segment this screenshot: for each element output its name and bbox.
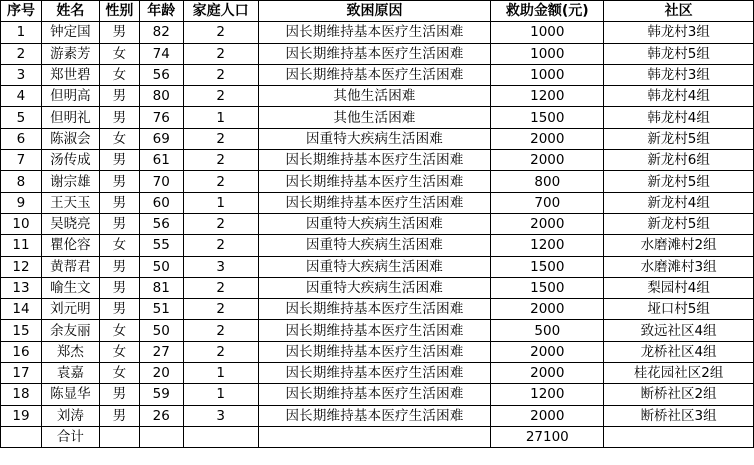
cell-age: 82 bbox=[139, 22, 183, 43]
cell-age: 56 bbox=[139, 213, 183, 234]
total-row bbox=[1, 426, 754, 447]
cell-no: 14 bbox=[1, 299, 42, 320]
cell-name: 黄帮君 bbox=[41, 256, 99, 277]
cell-name: 郑杰 bbox=[41, 341, 99, 362]
cell-name: 喻生文 bbox=[41, 277, 99, 298]
cell-no: 19 bbox=[1, 405, 42, 426]
cell-age: 70 bbox=[139, 171, 183, 192]
cell-gender: 男 bbox=[99, 22, 139, 43]
table-row bbox=[1, 256, 754, 277]
cell-reason: 因长期维持基本医疗生活困难 bbox=[258, 43, 491, 64]
total-label: 合计 bbox=[41, 426, 99, 447]
total-gender-cell bbox=[99, 426, 139, 447]
cell-no: 6 bbox=[1, 128, 42, 149]
cell-amount: 2000 bbox=[491, 213, 604, 234]
table-row bbox=[1, 22, 754, 43]
cell-gender: 女 bbox=[99, 43, 139, 64]
cell-no: 16 bbox=[1, 341, 42, 362]
cell-amount: 1500 bbox=[491, 277, 604, 298]
cell-reason: 因长期维持基本医疗生活困难 bbox=[258, 150, 491, 171]
cell-name: 吴晓亮 bbox=[41, 213, 99, 234]
cell-reason: 因重特大疾病生活困难 bbox=[258, 277, 491, 298]
cell-community: 新龙村5组 bbox=[604, 128, 754, 149]
table-row bbox=[1, 43, 754, 64]
header-gender: 性别 bbox=[99, 1, 139, 22]
cell-gender: 男 bbox=[99, 150, 139, 171]
cell-no: 3 bbox=[1, 64, 42, 85]
cell-household: 2 bbox=[183, 128, 258, 149]
cell-reason: 因长期维持基本医疗生活困难 bbox=[258, 22, 491, 43]
cell-name: 刘涛 bbox=[41, 405, 99, 426]
cell-household: 2 bbox=[183, 320, 258, 341]
cell-household: 2 bbox=[183, 341, 258, 362]
cell-name: 汤传成 bbox=[41, 150, 99, 171]
table-row bbox=[1, 384, 754, 405]
cell-age: 74 bbox=[139, 43, 183, 64]
cell-amount: 800 bbox=[491, 171, 604, 192]
cell-reason: 其他生活困难 bbox=[258, 107, 491, 128]
cell-community: 水磨滩村3组 bbox=[604, 256, 754, 277]
cell-name: 陈淑会 bbox=[41, 128, 99, 149]
cell-name: 陈显华 bbox=[41, 384, 99, 405]
cell-reason: 因长期维持基本医疗生活困难 bbox=[258, 341, 491, 362]
cell-name: 钟定国 bbox=[41, 22, 99, 43]
cell-age: 50 bbox=[139, 320, 183, 341]
cell-household: 1 bbox=[183, 107, 258, 128]
cell-community: 断桥社区2组 bbox=[604, 384, 754, 405]
cell-reason: 其他生活困难 bbox=[258, 86, 491, 107]
cell-community: 垭口村5组 bbox=[604, 299, 754, 320]
header-no: 序号 bbox=[1, 1, 42, 22]
cell-no: 5 bbox=[1, 107, 42, 128]
cell-household: 3 bbox=[183, 256, 258, 277]
cell-community: 新龙村5组 bbox=[604, 213, 754, 234]
cell-gender: 男 bbox=[99, 256, 139, 277]
cell-amount: 2000 bbox=[491, 341, 604, 362]
cell-age: 20 bbox=[139, 363, 183, 384]
cell-name: 袁嘉 bbox=[41, 363, 99, 384]
table-body bbox=[1, 22, 754, 427]
cell-age: 76 bbox=[139, 107, 183, 128]
cell-no: 8 bbox=[1, 171, 42, 192]
cell-gender: 男 bbox=[99, 277, 139, 298]
table-row bbox=[1, 107, 754, 128]
cell-household: 2 bbox=[183, 86, 258, 107]
cell-no: 7 bbox=[1, 150, 42, 171]
cell-gender: 男 bbox=[99, 192, 139, 213]
cell-community: 韩龙村5组 bbox=[604, 43, 754, 64]
cell-amount: 1200 bbox=[491, 384, 604, 405]
cell-household: 1 bbox=[183, 363, 258, 384]
cell-community: 韩龙村3组 bbox=[604, 22, 754, 43]
cell-community: 韩龙村3组 bbox=[604, 64, 754, 85]
cell-household: 2 bbox=[183, 64, 258, 85]
header-row bbox=[1, 1, 754, 22]
cell-amount: 1500 bbox=[491, 256, 604, 277]
table-row bbox=[1, 213, 754, 234]
cell-amount: 2000 bbox=[491, 363, 604, 384]
cell-reason: 因长期维持基本医疗生活困难 bbox=[258, 320, 491, 341]
total-amount: 27100 bbox=[491, 426, 604, 447]
table-row bbox=[1, 363, 754, 384]
cell-household: 1 bbox=[183, 192, 258, 213]
cell-amount: 1200 bbox=[491, 235, 604, 256]
cell-gender: 男 bbox=[99, 299, 139, 320]
cell-community: 韩龙村4组 bbox=[604, 86, 754, 107]
cell-name: 王天玉 bbox=[41, 192, 99, 213]
header-name: 姓名 bbox=[41, 1, 99, 22]
cell-amount: 2000 bbox=[491, 405, 604, 426]
cell-age: 60 bbox=[139, 192, 183, 213]
cell-age: 80 bbox=[139, 86, 183, 107]
cell-age: 50 bbox=[139, 256, 183, 277]
cell-amount: 2000 bbox=[491, 150, 604, 171]
table-row bbox=[1, 150, 754, 171]
cell-no: 18 bbox=[1, 384, 42, 405]
header-community: 社区 bbox=[604, 1, 754, 22]
cell-age: 51 bbox=[139, 299, 183, 320]
cell-reason: 因重特大疾病生活困难 bbox=[258, 213, 491, 234]
header-reason: 致困原因 bbox=[258, 1, 491, 22]
table-row bbox=[1, 171, 754, 192]
cell-no: 17 bbox=[1, 363, 42, 384]
total-no-cell bbox=[1, 426, 42, 447]
cell-amount: 1000 bbox=[491, 43, 604, 64]
cell-gender: 女 bbox=[99, 320, 139, 341]
table-row bbox=[1, 341, 754, 362]
cell-household: 2 bbox=[183, 22, 258, 43]
cell-reason: 因长期维持基本医疗生活困难 bbox=[258, 405, 491, 426]
cell-community: 新龙村5组 bbox=[604, 171, 754, 192]
cell-name: 但明高 bbox=[41, 86, 99, 107]
cell-amount: 1500 bbox=[491, 107, 604, 128]
header-household: 家庭人口 bbox=[183, 1, 258, 22]
table-row bbox=[1, 277, 754, 298]
cell-gender: 男 bbox=[99, 86, 139, 107]
cell-amount: 1000 bbox=[491, 64, 604, 85]
cell-household: 2 bbox=[183, 277, 258, 298]
cell-gender: 男 bbox=[99, 213, 139, 234]
cell-reason: 因长期维持基本医疗生活困难 bbox=[258, 363, 491, 384]
cell-age: 61 bbox=[139, 150, 183, 171]
cell-community: 新龙村6组 bbox=[604, 150, 754, 171]
cell-community: 韩龙村4组 bbox=[604, 107, 754, 128]
cell-reason: 因长期维持基本医疗生活困难 bbox=[258, 171, 491, 192]
cell-amount: 1200 bbox=[491, 86, 604, 107]
cell-household: 1 bbox=[183, 384, 258, 405]
cell-reason: 因长期维持基本医疗生活困难 bbox=[258, 384, 491, 405]
cell-gender: 男 bbox=[99, 405, 139, 426]
cell-age: 81 bbox=[139, 277, 183, 298]
cell-community: 梨园村4组 bbox=[604, 277, 754, 298]
cell-community: 桂花园社区2组 bbox=[604, 363, 754, 384]
cell-no: 12 bbox=[1, 256, 42, 277]
cell-household: 2 bbox=[183, 235, 258, 256]
cell-no: 15 bbox=[1, 320, 42, 341]
cell-gender: 女 bbox=[99, 235, 139, 256]
cell-amount: 2000 bbox=[491, 299, 604, 320]
cell-age: 26 bbox=[139, 405, 183, 426]
cell-community: 水磨滩村2组 bbox=[604, 235, 754, 256]
cell-gender: 女 bbox=[99, 64, 139, 85]
cell-community: 龙桥社区4组 bbox=[604, 341, 754, 362]
cell-household: 2 bbox=[183, 171, 258, 192]
table-row bbox=[1, 64, 754, 85]
cell-gender: 男 bbox=[99, 107, 139, 128]
cell-community: 致远社区4组 bbox=[604, 320, 754, 341]
header-age: 年龄 bbox=[139, 1, 183, 22]
cell-reason: 因重特大疾病生活困难 bbox=[258, 235, 491, 256]
table-row bbox=[1, 320, 754, 341]
cell-gender: 女 bbox=[99, 341, 139, 362]
cell-name: 郑世碧 bbox=[41, 64, 99, 85]
cell-reason: 因长期维持基本医疗生活困难 bbox=[258, 192, 491, 213]
cell-age: 55 bbox=[139, 235, 183, 256]
cell-no: 2 bbox=[1, 43, 42, 64]
cell-no: 13 bbox=[1, 277, 42, 298]
cell-amount: 2000 bbox=[491, 128, 604, 149]
cell-community: 断桥社区3组 bbox=[604, 405, 754, 426]
cell-name: 刘元明 bbox=[41, 299, 99, 320]
cell-community: 新龙村4组 bbox=[604, 192, 754, 213]
table-row bbox=[1, 299, 754, 320]
table-row bbox=[1, 405, 754, 426]
cell-no: 4 bbox=[1, 86, 42, 107]
cell-household: 3 bbox=[183, 405, 258, 426]
cell-amount: 700 bbox=[491, 192, 604, 213]
cell-age: 69 bbox=[139, 128, 183, 149]
cell-no: 9 bbox=[1, 192, 42, 213]
cell-no: 11 bbox=[1, 235, 42, 256]
cell-name: 但明礼 bbox=[41, 107, 99, 128]
cell-reason: 因重特大疾病生活困难 bbox=[258, 256, 491, 277]
cell-amount: 1000 bbox=[491, 22, 604, 43]
cell-reason: 因重特大疾病生活困难 bbox=[258, 128, 491, 149]
cell-no: 10 bbox=[1, 213, 42, 234]
total-household-cell bbox=[183, 426, 258, 447]
cell-gender: 女 bbox=[99, 363, 139, 384]
cell-age: 56 bbox=[139, 64, 183, 85]
total-age-cell bbox=[139, 426, 183, 447]
header-amount: 救助金额(元) bbox=[491, 1, 604, 22]
cell-gender: 男 bbox=[99, 384, 139, 405]
cell-household: 2 bbox=[183, 299, 258, 320]
cell-reason: 因长期维持基本医疗生活困难 bbox=[258, 64, 491, 85]
cell-name: 游素芳 bbox=[41, 43, 99, 64]
table-row bbox=[1, 192, 754, 213]
cell-household: 2 bbox=[183, 43, 258, 64]
cell-age: 27 bbox=[139, 341, 183, 362]
table-row bbox=[1, 86, 754, 107]
total-reason-cell bbox=[258, 426, 491, 447]
cell-no: 1 bbox=[1, 22, 42, 43]
table-row bbox=[1, 128, 754, 149]
table-row bbox=[1, 235, 754, 256]
cell-age: 59 bbox=[139, 384, 183, 405]
cell-reason: 因长期维持基本医疗生活困难 bbox=[258, 299, 491, 320]
cell-amount: 500 bbox=[491, 320, 604, 341]
cell-gender: 男 bbox=[99, 171, 139, 192]
cell-household: 2 bbox=[183, 213, 258, 234]
cell-name: 谢宗雄 bbox=[41, 171, 99, 192]
total-community-cell bbox=[604, 426, 754, 447]
cell-name: 瞿伦容 bbox=[41, 235, 99, 256]
cell-household: 2 bbox=[183, 150, 258, 171]
cell-name: 余友丽 bbox=[41, 320, 99, 341]
cell-gender: 女 bbox=[99, 128, 139, 149]
